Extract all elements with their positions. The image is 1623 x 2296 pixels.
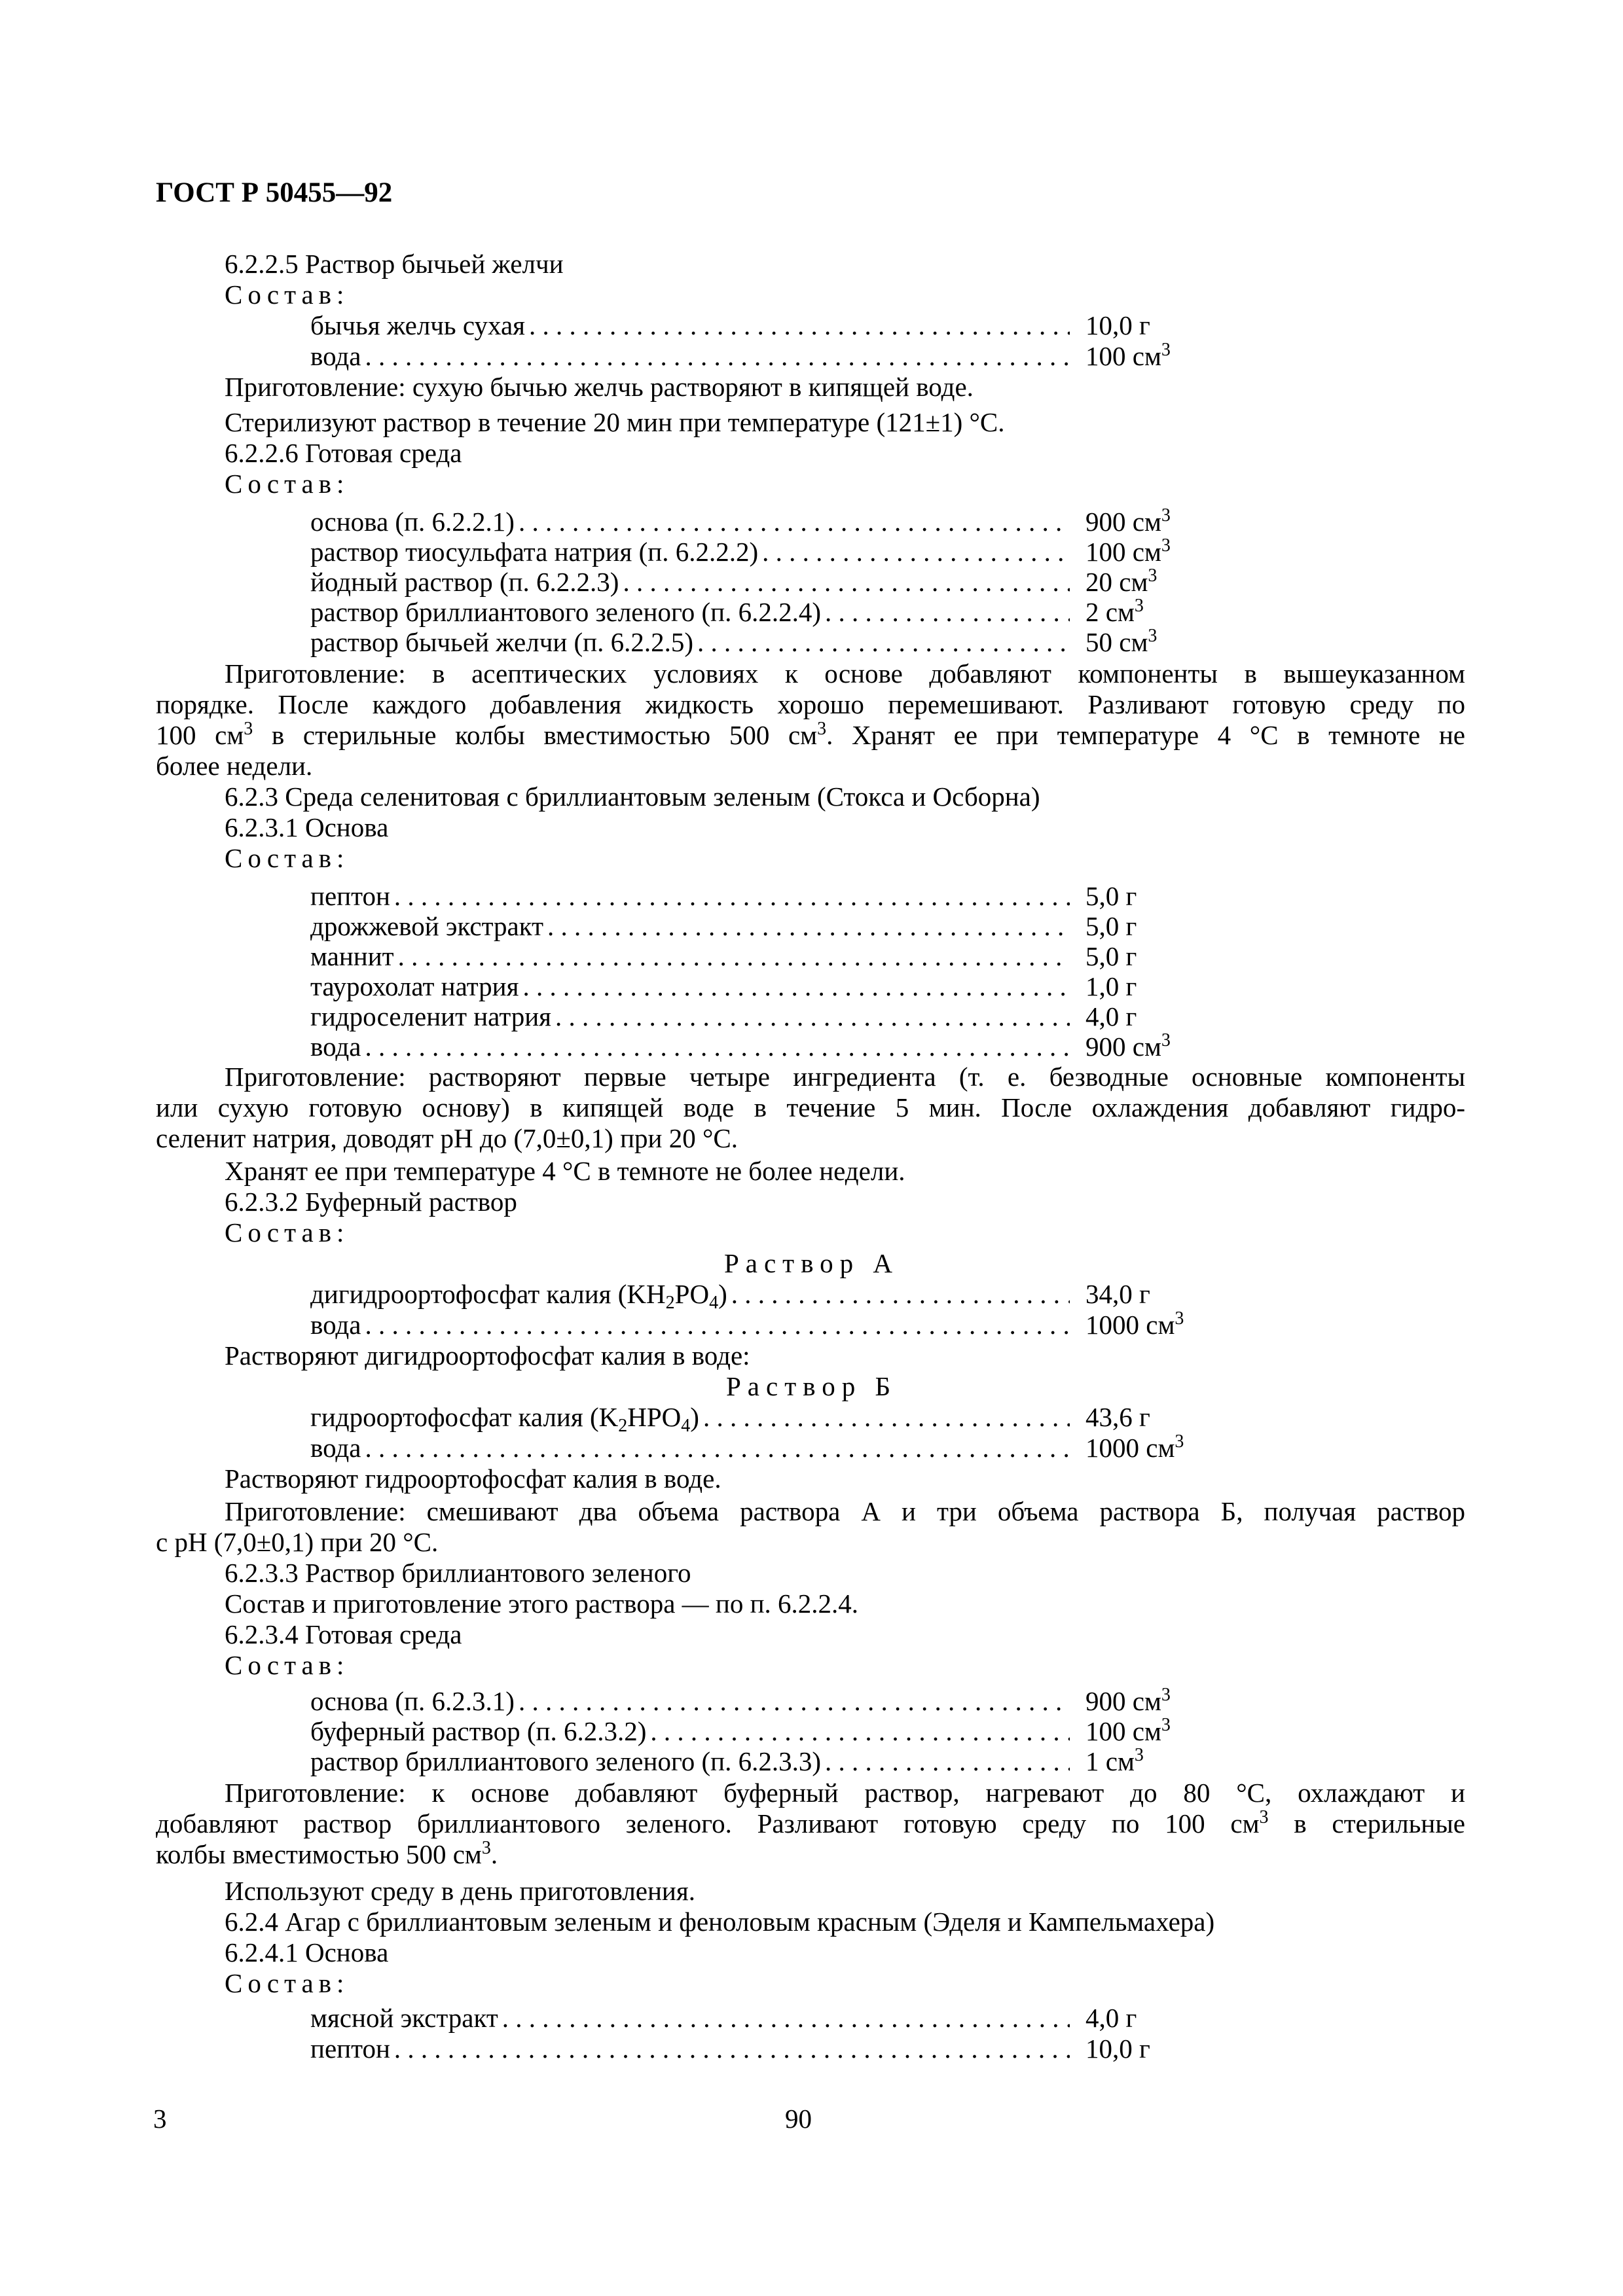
quantity-value: 900 см (1085, 1686, 1161, 1716)
dot-leader (390, 2034, 1070, 2064)
unit-exponent: 3 (1148, 565, 1158, 586)
ingredient-quantity (1085, 627, 1157, 657)
ingredient-quantity (1085, 1001, 1137, 1031)
dot-leader (390, 881, 1070, 911)
ingredient-name: гидроортофосфат калия $(K_2HPO_4)$ (310, 1402, 699, 1432)
ingredient-quantity (1085, 911, 1137, 941)
composition-label: Состав: (225, 469, 350, 499)
quantity-value: 4,0 г (1085, 1001, 1137, 1031)
ingredient-name: гидроселенит натрия (310, 1001, 552, 1031)
composition-item (310, 567, 1070, 597)
paragraph-line: Хранят ее при температуре 4 °С в темноте не более недели. (225, 1156, 905, 1186)
ingredient-quantity (1085, 1433, 1184, 1463)
ingredient-quantity (1085, 1310, 1184, 1340)
section-heading: 6.2.4 Агар с бриллиантовым зеленым и феноловым красным (Эделя и Кампельмахера) (225, 1907, 1215, 1937)
quantity-value: 5,0 г (1085, 881, 1137, 911)
dot-leader (394, 941, 1070, 971)
quantity-value: 10,0 г (1085, 2034, 1150, 2064)
composition-item (310, 1402, 1070, 1432)
composition-item (310, 911, 1070, 941)
ingredient-quantity (1085, 1746, 1144, 1776)
dot-leader (619, 567, 1070, 597)
quantity-value: 4,0 г (1085, 2003, 1137, 2033)
dot-leader (361, 341, 1070, 371)
section-heading: 6.2.3.4 Готовая среда (225, 1619, 462, 1649)
quantity-value: 1000 см (1085, 1310, 1175, 1340)
composition-item (310, 941, 1070, 971)
composition-item (310, 341, 1070, 371)
ingredient-name: буферный раствор (п. 6.2.3.2) (310, 1716, 647, 1746)
section-heading: 6.2.3.2 Буферный раствор (225, 1187, 517, 1217)
composition-item (310, 1746, 1070, 1776)
page-number: 90 (785, 2104, 812, 2134)
composition-label: Состав: (225, 843, 350, 873)
unit-exponent: 3 (1175, 1431, 1184, 1452)
composition-item (310, 310, 1070, 340)
paragraph-line: с рН (7,0±0,1) при 20 °С. (156, 1527, 439, 1557)
solution-subheading: Раствор Б (726, 1371, 897, 1401)
unit-exponent: 3 (1161, 1685, 1171, 1705)
ingredient-quantity (1085, 941, 1137, 971)
dot-leader (361, 1031, 1070, 1062)
quantity-value: 20 см (1085, 567, 1148, 597)
paragraph-line: колбы вместимостью 500 $см^3$. (156, 1838, 498, 1869)
section-heading: 6.2.3.1 Основа (225, 812, 389, 842)
quantity-value: 1 см (1085, 1746, 1135, 1776)
ingredient-quantity (1085, 1279, 1150, 1309)
composition-item (310, 597, 1070, 627)
paragraph-start: Приготовление: смешивают два объема раствора А и три объема раствора Б, получая раствор (225, 1496, 1465, 1526)
composition-item (310, 537, 1070, 567)
ingredient-quantity (1085, 1031, 1171, 1062)
unit-exponent: 3 (1175, 1308, 1184, 1329)
dot-leader (543, 911, 1070, 941)
dot-leader (821, 1746, 1070, 1776)
paragraph-line: 100 $см^3$ в стерильные колбы вместимостью 500 $см^3$. Хранят ее при температуре 4 °С в темноте не (156, 719, 1465, 750)
quantity-value: 5,0 г (1085, 911, 1137, 941)
ingredient-quantity (1085, 341, 1171, 371)
quantity-value: 34,0 г (1085, 1279, 1150, 1309)
ingredient-name: раствор бриллиантового зеленого (п. 6.2.3.3) (310, 1746, 821, 1776)
ingredient-name: вода (310, 341, 361, 371)
composition-item (310, 1716, 1070, 1746)
ingredient-name: раствор бычьей желчи (п. 6.2.2.5) (310, 627, 694, 657)
dot-leader (515, 507, 1070, 537)
composition-item (310, 1433, 1070, 1463)
composition-item (310, 2034, 1070, 2064)
dot-leader (693, 627, 1070, 657)
unit-exponent: 3 (1161, 535, 1171, 556)
quantity-value: 900 см (1085, 507, 1161, 537)
section-heading: 6.2.4.1 Основа (225, 1937, 389, 1967)
unit-exponent: 3 (1161, 505, 1171, 526)
ingredient-quantity (1085, 1716, 1171, 1746)
ingredient-quantity (1085, 597, 1144, 627)
ingredient-quantity (1085, 881, 1137, 911)
dot-leader (821, 597, 1070, 627)
ingredient-name: таурохолат натрия (310, 971, 519, 1001)
dot-leader (525, 310, 1070, 340)
dot-leader (646, 1716, 1070, 1746)
ingredient-quantity (1085, 567, 1157, 597)
composition-item (310, 1031, 1070, 1062)
quantity-value: 43,6 г (1085, 1402, 1150, 1432)
unit-exponent: 3 (1161, 1030, 1171, 1050)
footer-left-number: 3 (153, 2104, 167, 2134)
ingredient-name: бычья желчь сухая (310, 310, 526, 340)
paragraph-line: Приготовление: сухую бычью желчь растворяют в кипящей воде. (225, 372, 974, 402)
ingredient-name: йодный раствор (п. 6.2.2.3) (310, 567, 619, 597)
ingredient-quantity (1085, 537, 1171, 567)
composition-label: Состав: (225, 1650, 350, 1680)
composition-label: Состав: (225, 279, 350, 310)
ingredient-name: основа (п. 6.2.3.1) (310, 1686, 515, 1716)
composition-label: Состав: (225, 1968, 350, 1998)
quantity-value: 100 см (1085, 537, 1161, 567)
paragraph-start: Приготовление: в асептических условиях к основе добавляют компоненты в вышеуказанном (225, 658, 1465, 689)
section-heading: 6.2.2.5 Раствор бычьей желчи (225, 249, 564, 279)
composition-item (310, 881, 1070, 911)
quantity-value: 2 см (1085, 597, 1135, 627)
composition-item (310, 1310, 1070, 1340)
quantity-value: 100 см (1085, 1716, 1161, 1746)
unit-exponent: 3 (1148, 626, 1158, 646)
unit-exponent: 3 (1161, 1715, 1171, 1735)
quantity-value: 900 см (1085, 1031, 1161, 1062)
composition-item (310, 627, 1070, 657)
solution-subheading: Раствор А (723, 1248, 900, 1278)
ingredient-name: раствор тиосульфата натрия (п. 6.2.2.2) (310, 537, 759, 567)
ingredient-name: пептон (310, 881, 390, 911)
composition-item (310, 2003, 1070, 2033)
ingredient-name: дигидроортофосфат калия $(KH_2PO_4)$ (310, 1279, 727, 1309)
ingredient-name: основа (п. 6.2.2.1) (310, 507, 515, 537)
ingredient-quantity (1085, 507, 1171, 537)
dot-leader (758, 537, 1070, 567)
ingredient-quantity (1085, 1686, 1171, 1716)
ingredient-quantity (1085, 2003, 1137, 2033)
section-heading: 6.2.3 Среда селенитовая с бриллиантовым зеленым (Стокса и Осборна) (225, 781, 1040, 812)
ingredient-name: вода (310, 1031, 361, 1062)
quantity-value: 1000 см (1085, 1433, 1175, 1463)
composition-item (310, 1001, 1070, 1031)
ingredient-quantity (1085, 2034, 1150, 2064)
quantity-value: 100 см (1085, 341, 1161, 371)
quantity-value: 10,0 г (1085, 310, 1150, 340)
paragraph-line: селенит натрия, доводят рН до (7,0±0,1) при 20 °С. (156, 1123, 738, 1153)
composition-item (310, 971, 1070, 1001)
ingredient-quantity (1085, 971, 1137, 1001)
ingredient-name: маннит (310, 941, 394, 971)
composition-label: Состав: (225, 1217, 350, 1247)
dot-leader (519, 971, 1070, 1001)
ingredient-name: дрожжевой экстракт (310, 911, 544, 941)
ingredient-name: вода (310, 1310, 361, 1340)
dot-leader (551, 1001, 1070, 1031)
paragraph-start: Приготовление: растворяют первые четыре ингредиента (т. е. безводные основные компоненты (225, 1062, 1465, 1092)
ingredient-name: вода (310, 1433, 361, 1463)
paragraph-start: Приготовление: к основе добавляют буферный раствор, нагревают до 80 °С, охлаждают и (225, 1778, 1465, 1808)
paragraph-line: Используют среду в день приготовления. (225, 1876, 695, 1906)
dot-leader (498, 2003, 1070, 2033)
quantity-value: 1,0 г (1085, 971, 1137, 1001)
section-heading: 6.2.2.6 Готовая среда (225, 438, 462, 468)
ingredient-name: раствор бриллиантового зеленого (п. 6.2.2.4) (310, 597, 821, 627)
paragraph-line: Стерилизуют раствор в течение 20 мин при температуре (121±1) °С. (225, 407, 1005, 437)
quantity-value: 5,0 г (1085, 941, 1137, 971)
paragraph-line: добавляют раствор бриллиантового зеленого. Разливают готовую среду по 100 $см^3$ в стерильные (156, 1807, 1465, 1839)
ingredient-quantity (1085, 1402, 1150, 1432)
ingredient-quantity (1085, 310, 1150, 340)
paragraph-line: или сухую готовую основу) в кипящей воде в течение 5 мин. После охлаждения добавляют гидро- (156, 1092, 1465, 1122)
document-code: ГОСТ Р 50455—92 (156, 177, 393, 208)
composition-item (310, 507, 1070, 537)
dot-leader (727, 1279, 1070, 1309)
unit-exponent: 3 (1134, 596, 1144, 616)
unit-exponent: 3 (1161, 340, 1171, 360)
dot-leader (361, 1310, 1070, 1340)
section-heading: 6.2.3.3 Раствор бриллиантового зеленого (225, 1558, 691, 1588)
paragraph-line: Состав и приготовление этого раствора — по п. 6.2.2.4. (225, 1588, 859, 1619)
paragraph-line: порядке. После каждого добавления жидкость хорошо перемешивают. Разливают готовую среду по (156, 689, 1465, 719)
composition-item (310, 1279, 1070, 1309)
ingredient-name: пептон (310, 2034, 390, 2064)
quantity-value: 50 см (1085, 627, 1148, 657)
ingredient-name: мясной экстракт (310, 2003, 498, 2033)
composition-item (310, 1686, 1070, 1716)
dot-leader (515, 1686, 1070, 1716)
dot-leader (699, 1402, 1070, 1432)
unit-exponent: 3 (1134, 1745, 1144, 1765)
dot-leader (361, 1433, 1070, 1463)
paragraph-line: более недели. (156, 751, 313, 781)
paragraph-line: Растворяют гидроортофосфат калия в воде. (225, 1463, 721, 1494)
paragraph-line: Растворяют дигидроортофосфат калия в воде: (225, 1340, 750, 1371)
